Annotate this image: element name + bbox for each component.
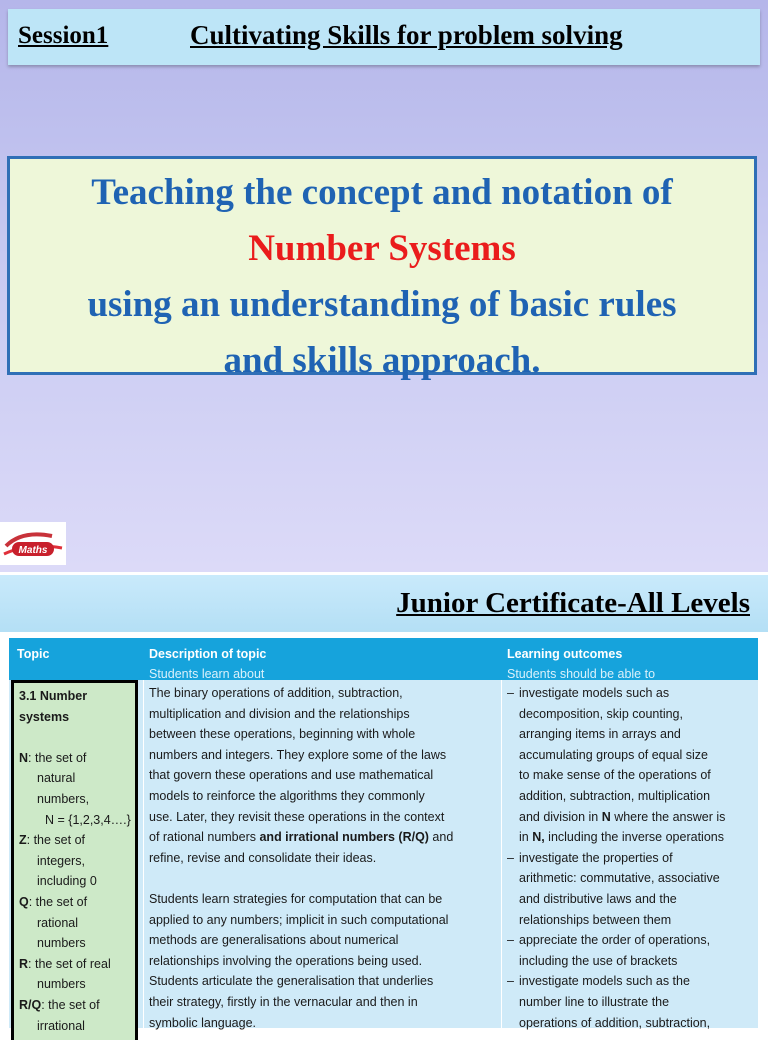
- description-line: symbolic language.: [149, 1015, 257, 1030]
- topic-cell: [11, 680, 138, 1040]
- topic-text: : the set of: [41, 997, 100, 1012]
- header-outcomes: [507, 644, 655, 684]
- header-outcomes-title: Learning outcomes: [507, 647, 623, 661]
- topic-text: : the set of: [26, 833, 86, 848]
- outcome-line: decomposition, skip counting,: [519, 706, 683, 721]
- slide-junior-certificate: [0, 575, 768, 1033]
- outcome-line: [507, 807, 757, 828]
- outcome-line: addition, subtraction, multiplication: [519, 788, 711, 803]
- description-line: Students articulate the generalisation that underlies: [149, 974, 434, 989]
- outcome-line: – investigate the properties of: [507, 848, 757, 869]
- description-line: relationships involving the operations being used.: [149, 953, 423, 968]
- description-line: that govern these operations and use mathematical: [149, 768, 434, 783]
- set-symbol-r: R: [19, 956, 29, 971]
- outcome-line: – appreciate the order of operations,: [507, 930, 757, 951]
- heading-line-1: Teaching the concept and notation of: [91, 172, 673, 213]
- set-symbol-n: N,: [532, 830, 545, 845]
- header-outcomes-subtitle: Students should be able to: [507, 667, 656, 681]
- jc-header-bar: [0, 575, 768, 632]
- header-topic-title: Topic: [17, 647, 50, 661]
- topic-text: integers,: [37, 853, 85, 868]
- heading-line-4: and skills approach.: [223, 340, 541, 381]
- description-line: applied to any numbers; implicit in such computational: [149, 912, 449, 927]
- syllabus-table: [9, 638, 758, 1033]
- slide-heading-box: [7, 156, 757, 381]
- logo-text: Maths: [18, 545, 48, 556]
- outcome-line: to make sense of the operations of: [519, 768, 711, 783]
- outcome-line: accumulating groups of equal size: [519, 747, 709, 762]
- description-text: and: [428, 830, 454, 845]
- topic-text: N = {1,2,3,4….}: [45, 812, 131, 827]
- topic-text: irrational: [37, 1018, 85, 1033]
- description-line: multiplication and division and the relationships: [149, 706, 410, 721]
- maths-logo-icon: [0, 522, 66, 565]
- outcome-line: [507, 827, 757, 848]
- description-text: of rational numbers: [149, 830, 260, 845]
- jc-title: Junior Certificate-All Levels: [396, 587, 750, 619]
- outcome-line: arranging items in arrays and: [519, 727, 681, 742]
- outcome-line: – investigate models such as: [507, 683, 757, 704]
- session-header-bar: [8, 9, 760, 65]
- set-symbol-n: N: [19, 750, 29, 765]
- topic-text: : the set of: [28, 894, 88, 909]
- outcomes-cell: [507, 680, 757, 1033]
- outcome-line: arithmetic: commutative, associative: [519, 871, 720, 886]
- outcome-line: operations of addition, subtraction,: [519, 1015, 711, 1030]
- description-line: [149, 827, 499, 848]
- description-line: methods are generalisations about numerical: [149, 933, 399, 948]
- topic-text: numbers: [37, 977, 86, 992]
- topic-text: numbers: [37, 936, 86, 951]
- description-line: numbers and integers. They explore some of the laws: [149, 747, 447, 762]
- set-symbol-z: Z: [19, 833, 27, 848]
- table-header-row: [9, 638, 758, 680]
- session-label: Session1: [18, 22, 109, 49]
- description-line: refine, revise and consolidate their ideas.: [149, 850, 377, 865]
- topic-text: : the set of: [28, 750, 87, 765]
- header-description-title: Description of topic: [149, 647, 267, 661]
- session-title: Cultivating Skills for problem solving: [190, 20, 623, 50]
- outcome-text: including the inverse operations: [544, 830, 724, 845]
- topic-text: : the set of real: [28, 956, 111, 971]
- outcome-line: number line to illustrate the: [519, 994, 670, 1009]
- description-line: between these operations, beginning with whole: [149, 727, 416, 742]
- outcome-line: relationships between them: [519, 912, 672, 927]
- topic-text: numbers,: [37, 791, 90, 806]
- description-bold-text: and irrational numbers (R/Q): [259, 830, 429, 845]
- heading-line-3: using an understanding of basic rules: [87, 284, 677, 325]
- topic-text: rational: [37, 915, 78, 930]
- set-symbol-n: N: [601, 809, 611, 824]
- outcome-text: in: [519, 830, 533, 845]
- header-topic: [17, 644, 49, 664]
- heading-line-2: Number Systems: [248, 228, 516, 269]
- description-line: use. Later, they revisit these operations in the context: [149, 809, 445, 824]
- description-cell: [149, 680, 499, 1033]
- project-maths-logo: [0, 522, 66, 565]
- topic-heading: 3.1 Number: [19, 689, 88, 703]
- set-symbol-rq: R/Q: [19, 997, 42, 1012]
- description-line: Students learn strategies for computation that can be: [149, 891, 443, 906]
- column-divider: [501, 680, 502, 1040]
- description-line: their strategy, firstly in the vernacular and then in: [149, 994, 418, 1009]
- header-description: [149, 644, 266, 684]
- topic-heading-2: systems: [19, 709, 70, 724]
- outcome-line: including the use of brackets: [519, 953, 678, 968]
- description-line: models to reinforce the algorithms they commonly: [149, 788, 425, 803]
- column-divider: [143, 680, 144, 1040]
- topic-text: including 0: [37, 874, 97, 889]
- header-description-subtitle: Students learn about: [149, 667, 265, 681]
- outcome-line: and distributive laws and the: [519, 891, 677, 906]
- outcome-line: – investigate models such as the: [507, 971, 757, 992]
- outcome-text: and division in: [519, 809, 602, 824]
- topic-text: natural: [37, 771, 76, 786]
- outcome-text: where the answer is: [610, 809, 726, 824]
- set-symbol-q: Q: [19, 894, 29, 909]
- description-line: The binary operations of addition, subtraction,: [149, 686, 403, 700]
